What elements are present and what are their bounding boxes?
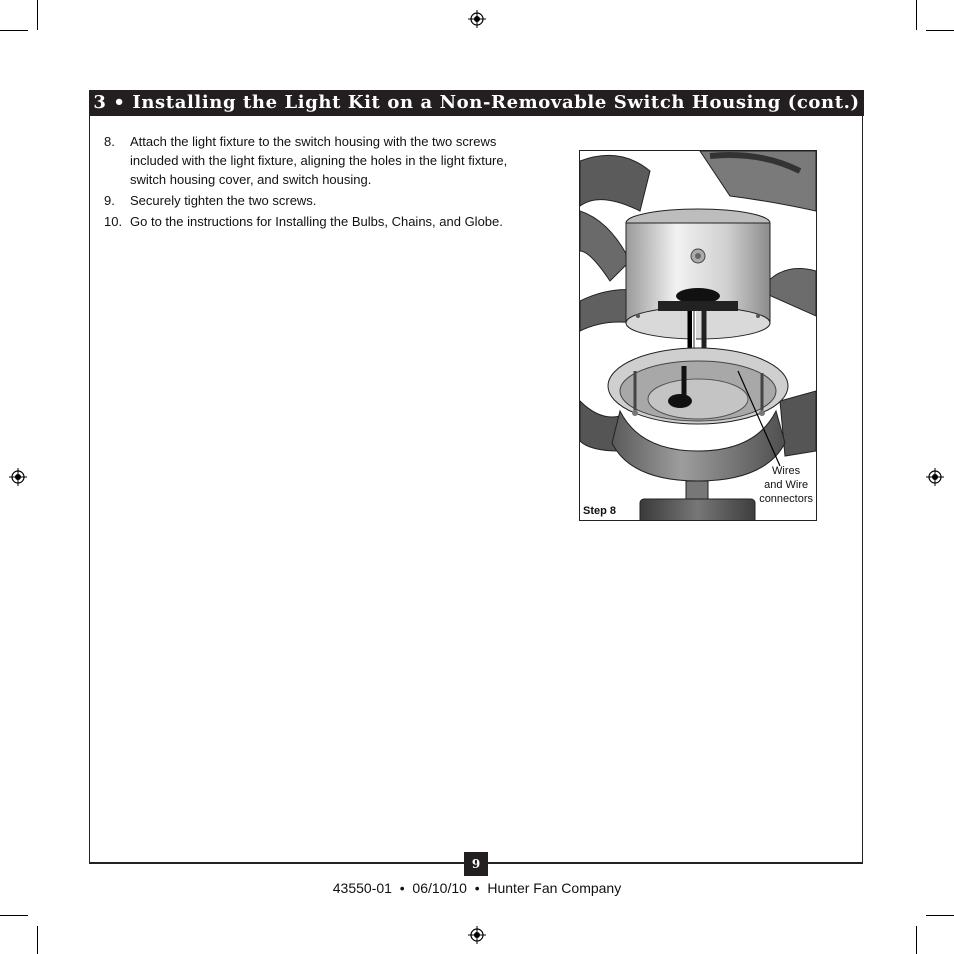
step-text: Go to the instructions for Installing the Bulbs, Chains, and Globe. (130, 214, 503, 229)
crop-mark (37, 0, 38, 30)
step-number: 10. (104, 214, 123, 229)
doc-number: 43550-01 (332, 880, 392, 896)
callout-text: Wires (772, 465, 801, 477)
instruction-step (104, 132, 514, 189)
crop-mark (926, 30, 954, 31)
footer-separator: • (399, 880, 405, 896)
step-number: 9. (104, 193, 115, 208)
company-name: Hunter Fan Company (487, 880, 622, 896)
figure-step-label: Step 8 (583, 505, 617, 517)
crop-mark (916, 926, 917, 954)
crop-mark (916, 0, 917, 30)
registration-mark-icon (468, 10, 486, 28)
section-title-bar (89, 90, 864, 116)
page-number: 9 (464, 852, 488, 876)
crop-mark (0, 30, 28, 31)
section-title: 3 • Installing the Light Kit on a Non-Removable Switch Housing (cont.) (93, 92, 860, 113)
wire-connectors-callout (759, 464, 813, 506)
registration-mark-icon (9, 468, 27, 486)
footer-separator: • (474, 880, 480, 896)
instruction-step (104, 191, 514, 210)
crop-mark (0, 915, 28, 916)
doc-date: 06/10/10 (412, 880, 467, 896)
step-text: Securely tighten the two screws. (130, 193, 317, 208)
step-illustration (579, 150, 817, 521)
footer (0, 880, 954, 896)
callout-text: connectors (759, 493, 813, 505)
instruction-list (104, 132, 514, 233)
instruction-step (104, 212, 514, 231)
crop-mark (37, 926, 38, 954)
crop-mark (926, 915, 954, 916)
registration-mark-icon (926, 468, 944, 486)
step-number: 8. (104, 134, 115, 149)
registration-mark-icon (468, 926, 486, 944)
callout-text: and Wire (764, 479, 809, 491)
step-text: Attach the light fixture to the switch housing with the two screws included with the light fixture, aligning the holes in the light fixture, switch housing cover, and switch housing. (130, 134, 508, 187)
